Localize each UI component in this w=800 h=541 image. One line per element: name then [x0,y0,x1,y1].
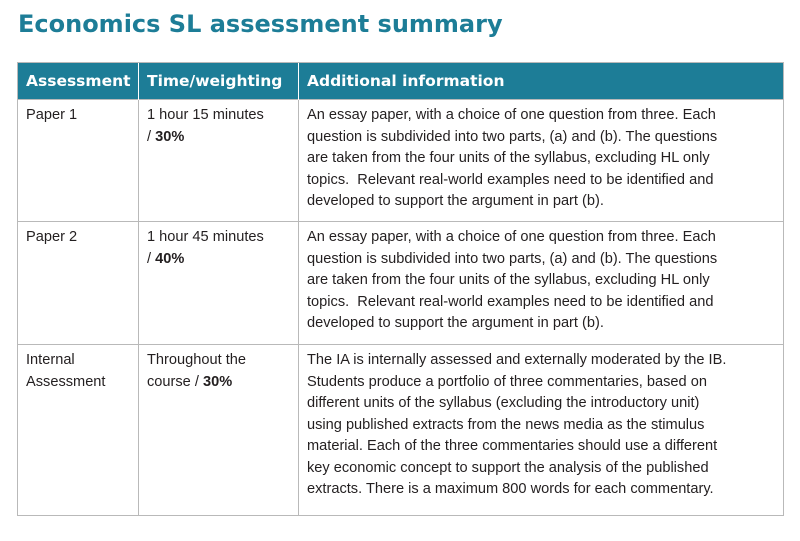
weighting-value: 30% [202,373,233,390]
info-line: are taken from the four units of the syllabus, excluding HL only [307,272,710,288]
column-header-additional-information: Additional information [299,63,784,100]
table-row [18,222,784,345]
info-line: topics. Relevant real-world examples need to be identified and [307,171,714,188]
info-line: Students produce a portfolio of three commentaries, based on [307,373,707,390]
additional-information-cell [299,222,784,345]
column-header-time-weighting: Time/weighting [139,63,299,100]
info-line: An essay paper, with a choice of one question from three. Each [307,107,716,123]
info-line: topics. Relevant real-world examples need to be identified and [307,293,714,310]
info-line: The IA is internally assessed and externally moderated by the IB. [307,352,727,368]
additional-information-cell [299,100,784,222]
info-line: different units of the syllabus (excluding the introductory unit) [307,395,700,411]
info-line: key economic concept to support the analysis of the published [307,459,709,476]
info-line: developed to support the argument in part (b). [307,315,604,331]
assessment-cell [18,100,139,222]
assessment-name: Assessment [26,373,106,390]
assessment-cell [18,345,139,516]
assessment-summary-table [17,62,784,516]
info-line: developed to support the argument in part (b). [307,193,604,209]
column-header-assessment: Assessment [18,63,139,100]
weighting-prefix: / [147,250,156,267]
info-line: are taken from the four units of the syllabus, excluding HL only [307,150,710,166]
time-weighting-cell [139,345,299,516]
info-line: material. Each of the three commentaries should use a different [307,438,718,454]
weighting-value: 40% [155,250,185,267]
assessment-cell [18,222,139,345]
time-text: 1 hour 45 minutes [147,229,264,245]
info-line: question is subdivided into two parts, (a) and (b). The questions [307,250,718,267]
info-line: using published extracts from the news media as the stimulus [307,416,705,433]
info-line: extracts. There is a maximum 800 words for each commentary. [307,481,714,497]
time-weighting-cell [139,100,299,222]
time-text: 1 hour 15 minutes [147,107,264,123]
weighting-prefix: course / [147,373,203,390]
page-title: Economics SL assessment summary [18,10,503,38]
weighting-value: 30% [155,128,185,145]
assessment-name: Paper 1 [26,107,78,123]
assessment-name: Paper 2 [26,229,78,245]
assessment-name: Internal [26,352,75,368]
time-text: Throughout the [147,352,246,368]
additional-information-cell [299,345,784,516]
table-row [18,345,784,516]
info-line: question is subdivided into two parts, (a) and (b). The questions [307,128,718,145]
time-weighting-cell [139,222,299,345]
table-header-row [18,63,784,100]
weighting-prefix: / [147,128,156,145]
info-line: An essay paper, with a choice of one question from three. Each [307,229,716,245]
table-row [18,100,784,222]
